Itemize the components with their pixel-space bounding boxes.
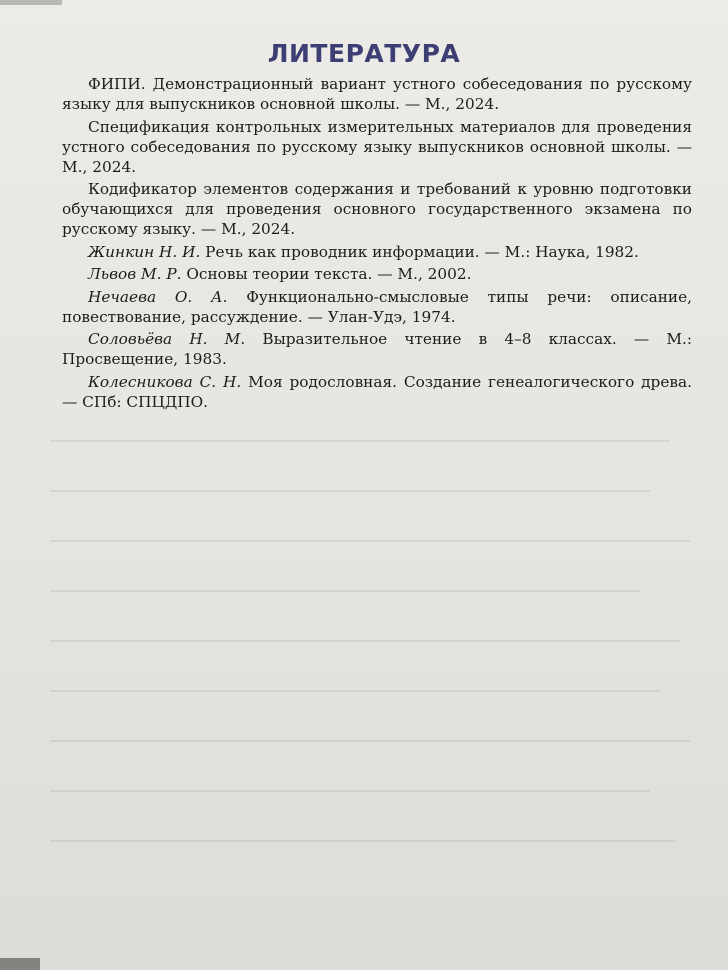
reference-text: Функционально-смысловые типы речи: описание, повествование, рассуждение. — Улан-Удэ, 1974. [62,287,693,326]
reference-text: Моя родословная. Создание генеалогического древа. — СПб: СПЦДПО. [62,372,692,411]
top-edge-rule [0,0,62,5]
reference-item [62,117,692,177]
reference-item [62,287,692,327]
reference-item [62,264,692,284]
reference-author: Жинкин Н. И. [88,242,201,261]
reference-text: Кодификатор элементов содержания и требований к уровню подготовки обучающихся для проведения основного государственного экзамена по русскому языку. — М., 2024. [62,180,692,238]
show-through-texture [50,430,695,910]
reference-text: Речь как проводник информации. — М.: Наука, 1982. [200,242,639,261]
reference-text: Выразительное чтение в 4–8 классах. — М.: Просвещение, 1983. [62,330,692,368]
reference-item [62,74,692,114]
reference-item [62,242,692,262]
page-title: ЛИТЕРАТУРА [267,38,461,68]
page-number-fragment [0,958,40,970]
reference-author: Львов М. Р. [88,265,182,283]
reference-text: Спецификация контрольных измерительных материалов для проведения устного собеседования по русскому языку выпускников основной школы. — М., 2024. [62,117,692,176]
reference-list [62,74,692,414]
reference-author: Нечаева О. А. [88,287,228,306]
reference-item [62,179,692,239]
reference-item [62,372,692,412]
reference-text: ФИПИ. Демонстрационный вариант устного собеседования по русскому языку для выпускников основной школы. — М., 2024. [62,75,692,113]
reference-author: Соловьёва Н. М. [88,330,246,348]
reference-author: Колесникова С. Н. [88,372,242,391]
reference-item [62,329,692,369]
reference-text: Основы теории текста. — М., 2002. [181,265,472,283]
